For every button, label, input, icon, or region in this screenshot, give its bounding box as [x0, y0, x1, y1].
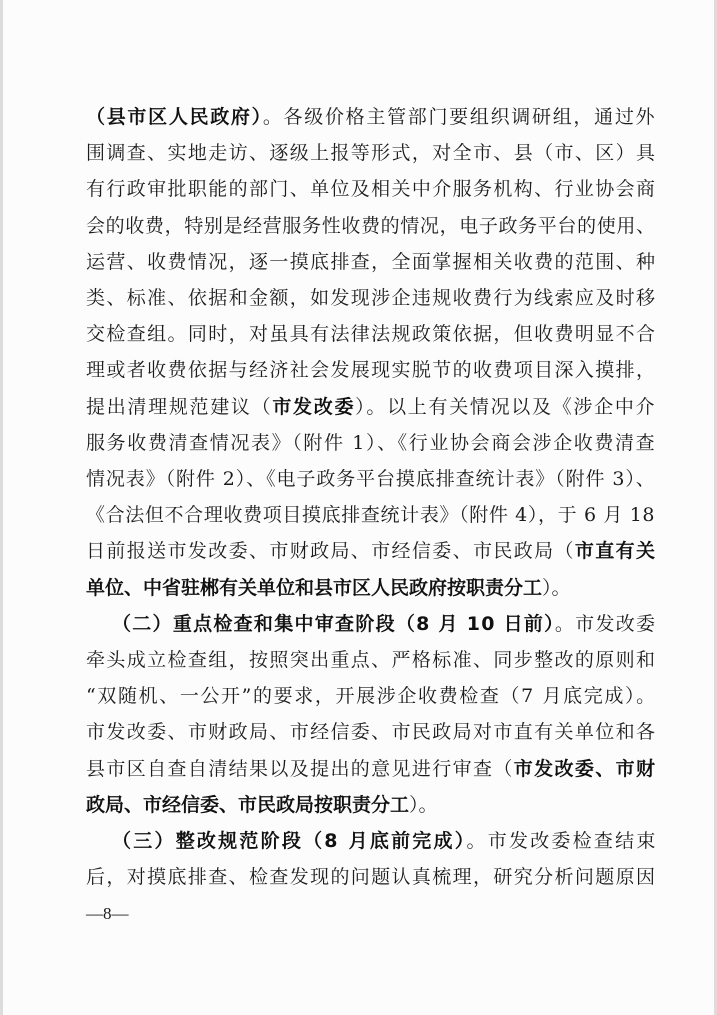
text-segment: 理或者收费依据与经济社会发展现实脱节的收费项目深入摸排， — [86, 359, 657, 382]
text-segment: ）。 — [542, 576, 571, 599]
page-edge-left — [0, 0, 3, 1015]
bold-text-segment: 市直有关 — [574, 540, 657, 563]
bold-text-segment: （二）重点检查和集中审查阶段（8 月 10 日前） — [112, 612, 555, 635]
text-segment: 牵头成立检查组，按照突出重点、严格标准、同步整改的原则和 — [86, 649, 657, 671]
page-number: —8— — [86, 904, 129, 923]
text-line — [86, 213, 656, 239]
text-segment: 提出清理规范建议（ — [86, 395, 273, 418]
text-segment: 县市区自查自清结果以及提出的意见进行审查（ — [86, 757, 514, 780]
bold-text-segment: 市发改委、市财 — [513, 757, 657, 780]
text-line — [86, 575, 571, 601]
text-segment: 类、标准、依据和金额，如发现涉企违规收费行为线索应及时移 — [86, 287, 657, 309]
text-segment: 市发改委、市财政局、市经信委、市民政局对市直有关单位和各 — [86, 721, 657, 744]
text-line — [86, 864, 656, 890]
text-segment: 情况表》（附件 2）、《电子政务平台摸底排查统计表》（附件 3）、 — [86, 468, 656, 490]
text-segment: 日前报送市发改委、市财政局、市经信委、市民政局（ — [86, 540, 575, 563]
text-line — [86, 756, 656, 782]
text-segment: ）。 — [409, 793, 438, 816]
text-line — [86, 321, 656, 347]
text-line — [86, 176, 656, 202]
text-segment: 。市发改委检查结束 — [466, 830, 658, 852]
text-line — [86, 792, 438, 818]
text-segment: 会的收费，特别是经营服务性收费的情况，电子政务平台的使用、 — [86, 214, 656, 237]
text-segment: 《合法但不合理收费项目摸底排查统计表》（附件 4），于 6 月 18 — [86, 504, 656, 527]
text-line — [86, 249, 656, 275]
text-segment: ）。以上有关情况以及《涉企中介 — [355, 395, 657, 418]
text-line — [86, 430, 656, 456]
text-segment: 。市发改委 — [554, 612, 657, 635]
text-segment: 有行政审批职能的部门、单位及相关中介服务机构、行业协会商 — [86, 178, 657, 201]
bold-text-segment: 市发改委 — [272, 395, 356, 418]
text-line — [112, 611, 656, 637]
text-segment: “双随机、一公开”的要求，开展涉企收费检查（7 月底完成）。 — [86, 685, 657, 708]
text-segment: 服务收费清查情况表》（附件 1）、《行业协会商会涉企收费清查 — [86, 431, 657, 454]
text-segment: 后，对摸底排查、检查发现的问题认真梳理，研究分析问题原因 — [86, 866, 657, 889]
bold-text-segment: 单位、中省驻郴有关单位和县市区人民政府按职责分工 — [86, 576, 543, 599]
text-segment: 围调查、实地走访、逐级上报等形式，对全市、县（市、区）具 — [86, 142, 657, 165]
text-line — [86, 285, 656, 311]
text-line — [86, 394, 656, 420]
text-line — [86, 538, 656, 564]
text-line — [86, 647, 656, 673]
bold-text-segment: （三）整改规范阶段（8 月底前完成） — [112, 830, 467, 852]
text-segment: 运营、收费情况，逐一摸底排查，全面掌握相关收费的范围、种 — [86, 250, 657, 273]
text-line — [86, 140, 656, 166]
text-line — [86, 104, 656, 130]
text-line — [86, 502, 655, 528]
text-segment: 。各级价格主管部门要组织调研组，通过外 — [262, 106, 657, 128]
text-line — [86, 466, 656, 492]
text-line — [112, 828, 658, 854]
bold-text-segment: 政局、市经信委、市民政局按职责分工 — [86, 793, 410, 816]
text-line — [86, 357, 656, 383]
bold-text-segment: （县市区人民政府） — [86, 106, 263, 128]
text-line — [86, 683, 657, 709]
text-segment: 交检查组。同时，对虽具有法律法规政策依据，但收费明显不合 — [86, 323, 657, 346]
text-line — [86, 719, 656, 745]
